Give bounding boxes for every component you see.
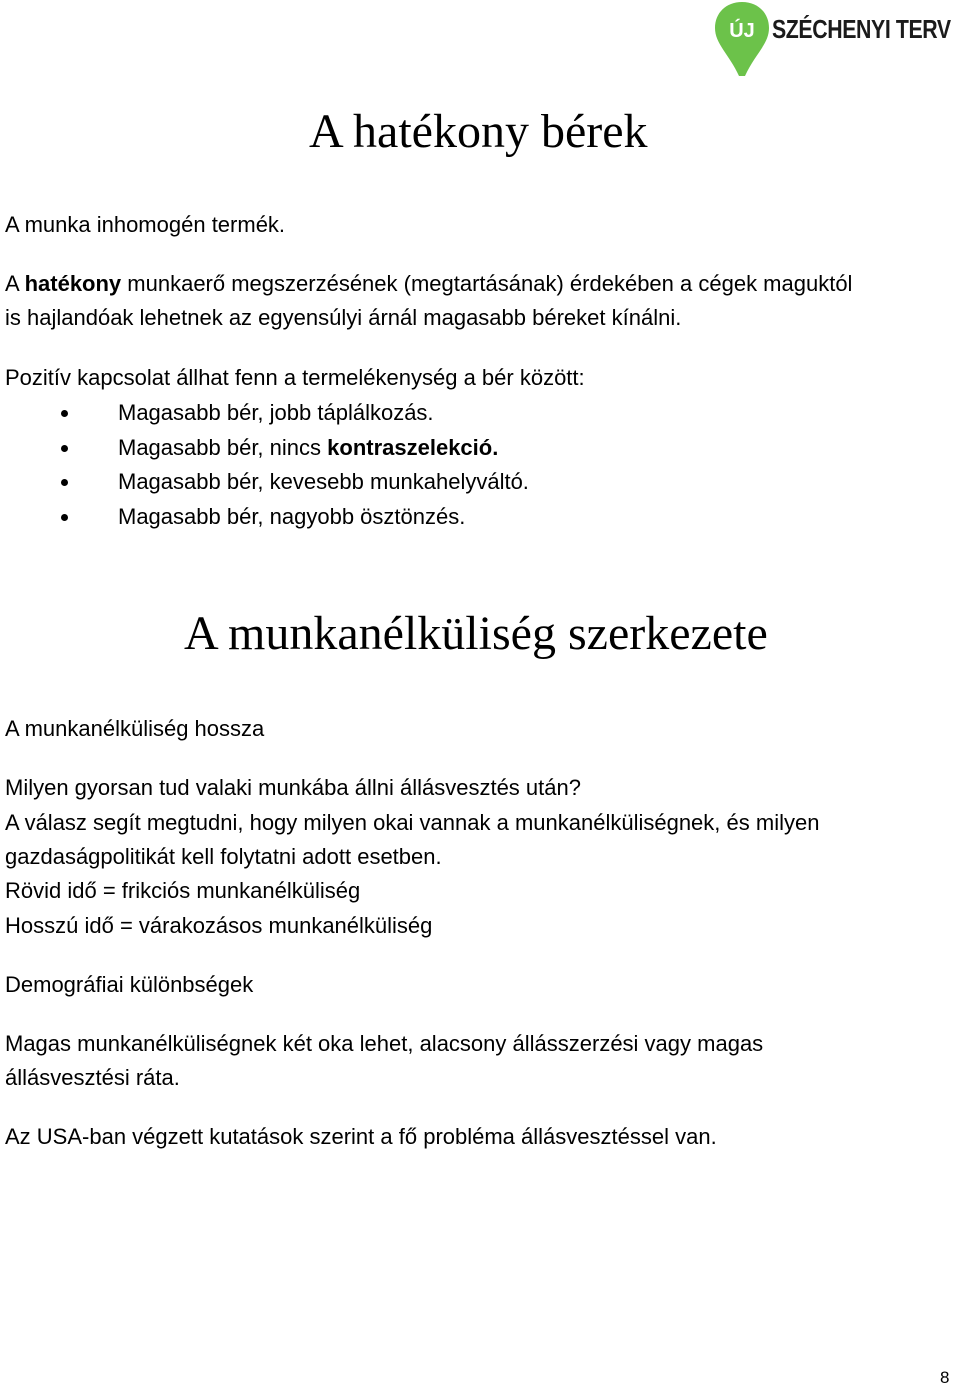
szechenyi-terv-logo [712, 0, 960, 78]
text-line: Milyen gyorsan tud valaki munkába állni állásvesztés után? [5, 775, 581, 800]
text-line: Rövid idő = frikciós munkanélküliség [5, 878, 361, 903]
logo-text: SZÉCHENYI TERV [772, 14, 951, 44]
bullet-text: Magasabb bér, jobb táplálkozás. [118, 400, 434, 425]
paragraph-hatekony-line2: is hajlandóak lehetnek az egyensúlyi árnál magasabb béreket kínálni. [5, 305, 682, 330]
paragraph-hatekony-line1 [5, 267, 852, 302]
paragraph-demografiai-line2: állásvesztési ráta. [5, 1065, 180, 1090]
paragraph-usa-kutatasok: Az USA-ban végzett kutatások szerint a fő probléma állásvesztéssel van. [5, 1124, 717, 1149]
bullet-text: Magasabb bér, nagyobb ösztönzés. [118, 503, 466, 529]
text-segment: A [5, 271, 25, 296]
section-title-hatekony-berek: A hatékony bérek [309, 105, 648, 158]
bullet-dot-icon [61, 479, 68, 486]
uj-logo-mark [712, 0, 772, 78]
text-line: Hosszú idő = várakozásos munkanélküliség [5, 913, 433, 938]
bold-term-kontraszelekcio: kontraszelekció. [327, 434, 499, 460]
bullet-dot-icon [61, 445, 68, 452]
page-number: 8 [940, 1368, 950, 1387]
text-line: gazdaságpolitikát kell folytatni adott esetben. [5, 844, 442, 869]
bullet-text: Magasabb bér, kevesebb munkahelyváltó. [118, 469, 529, 494]
paragraph-inhomogen: A munka inhomogén termék. [5, 212, 286, 237]
paragraph-demografiai-line1: Magas munkanélküliségnek két oka lehet, alacsony állásszerzési vagy magas [5, 1031, 764, 1056]
text-segment: Magasabb bér, nincs [118, 434, 328, 460]
subheading-munkanelkuliseg-hossza: A munkanélküliség hossza [5, 716, 265, 741]
logo-mark-text: ÚJ [729, 20, 755, 42]
subheading-demografiai-kulonbsegek: Demográfiai különbségek [5, 972, 254, 997]
bullet-text [118, 431, 498, 466]
text-line: A válasz segít megtudni, hogy milyen okai vannak a munkanélküliségnek, és milyen [5, 810, 820, 835]
bold-term-hatekony: hatékony [24, 271, 122, 296]
section-title-munkanelkuliseg-szerkezete: A munkanélküliség szerkezete [184, 607, 768, 660]
text-segment: munkaerő megszerzésének (megtartásának) érdekében a cégek maguktól [121, 271, 853, 296]
paragraph-pozitiv-kapcsolat: Pozitív kapcsolat állhat fenn a termelékenység a bér között: [5, 365, 585, 390]
bullet-dot-icon [61, 514, 68, 521]
bullet-dot-icon [61, 410, 68, 417]
